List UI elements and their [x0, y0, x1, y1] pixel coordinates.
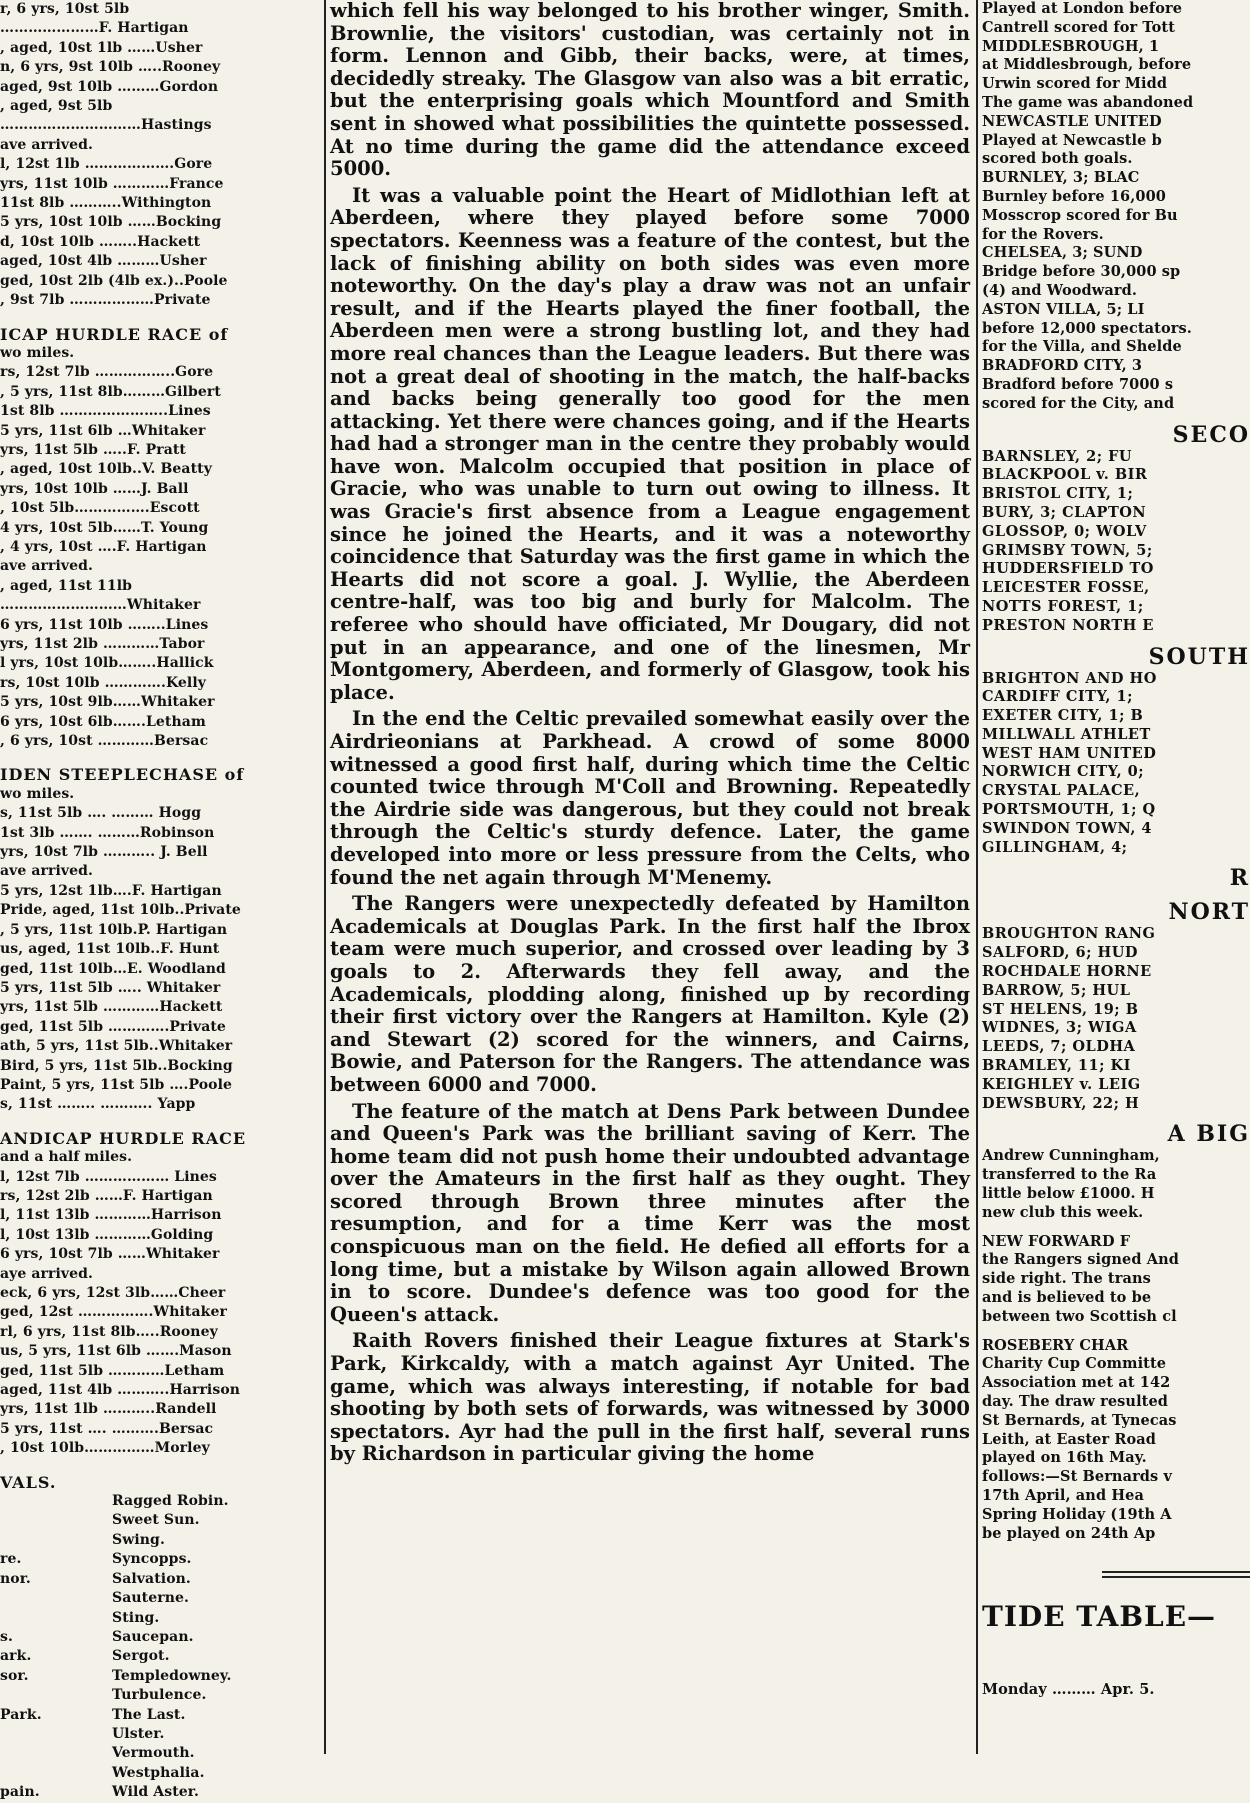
entry-line: , 5 yrs, 11st 8lb………Gilbert — [0, 383, 221, 400]
entry-line: aye arrived. — [0, 1265, 94, 1282]
entry-line: 5 yrs, 11st 5lb ….. Whitaker — [0, 979, 221, 996]
result-line: BARNSLEY, 2; FU — [982, 447, 1133, 465]
result-line: SWINDON TOWN, 4 — [982, 819, 1153, 837]
entry-line: 4 yrs, 10st 5lb……T. Young — [0, 519, 209, 536]
result-line: BARROW, 5; HUL — [982, 981, 1131, 999]
entry-line: 5 yrs, 11st 6lb …Whitaker — [0, 422, 206, 439]
race-heading: ANDICAP HURDLE RACE — [0, 1128, 247, 1148]
arrival-row — [0, 1667, 318, 1686]
result-line: Cantrell scored for Tott — [982, 18, 1176, 36]
arrival-left — [0, 1725, 112, 1744]
column-rule — [324, 0, 326, 1754]
arrival-left — [0, 1609, 112, 1628]
arrival-row — [0, 1511, 318, 1530]
entry-line: ged, 11st 5lb ………….Private — [0, 1018, 226, 1035]
result-line: EXETER CITY, 1; B — [982, 707, 1144, 725]
entry-line: Bird, 5 yrs, 11st 5lb..Bocking — [0, 1057, 233, 1074]
result-line: at Middlesbrough, before — [982, 56, 1192, 74]
news-line: the Rangers signed And — [982, 1251, 1179, 1269]
report-paragraph: The feature of the match at Dens Park between Dundee and Queen's Park was the brilliant saving of Kerr. The home team did not push home their undoubted advantage over the Amateurs in the first half as they ought. They scored through Brown three minutes after the resumption, and for a time Kerr was the most conspicuous man on the field. He defied all efforts for a long time, but a mistake by Wilson again allowed Brown in to score. Dundee's defence was too good for the Queen's attack. — [330, 1099, 970, 1326]
entry-line: rs, 10st 10lb ………….Kelly — [0, 674, 206, 691]
entry-line: n, 6 yrs, 9st 10lb …..Rooney — [0, 59, 221, 76]
news-line: be played on 24th Ap — [982, 1524, 1156, 1542]
arrival-row — [0, 1686, 318, 1705]
arrival-name: The Last. — [112, 1706, 186, 1723]
arrival-name: Templedowney. — [112, 1667, 232, 1684]
entry-line: , 4 yrs, 10st ….F. Hartigan — [0, 538, 207, 555]
result-line: CHELSEA, 3; SUND — [982, 244, 1143, 262]
news-line: played on 16th May. — [982, 1449, 1147, 1467]
entry-line: l, 12st 7lb ……………… Lines — [0, 1168, 217, 1185]
arrival-left — [0, 1744, 112, 1763]
entry-line: l, 12st 1lb ……………….Gore — [0, 156, 213, 173]
result-line: BLACKPOOL v. BIR — [982, 466, 1148, 484]
entry-line: rs, 12st 2lb ……F. Hartigan — [0, 1187, 213, 1204]
entry-line: Pride, aged, 11st 10lb..Private — [0, 902, 241, 919]
arrival-left: nor. — [0, 1570, 31, 1587]
entry-line: yrs, 11st 2lb …………Tabor — [0, 636, 205, 652]
result-line: KEIGHLEY v. LEIG — [982, 1075, 1141, 1093]
news-line: Spring Holiday (19th A — [982, 1505, 1172, 1523]
arrival-left: Park. — [0, 1706, 42, 1723]
arrival-row — [0, 1550, 318, 1569]
arrival-left — [0, 1531, 112, 1550]
result-line: GRIMSBY TOWN, 5; — [982, 541, 1153, 559]
arrivals-heading: VALS. — [0, 1472, 57, 1492]
division-heading: SECO — [1172, 421, 1250, 448]
entry-line: ………………………Whitaker — [0, 597, 201, 614]
column-rule — [976, 0, 978, 1754]
result-line: Urwin scored for Midd — [982, 75, 1168, 93]
entry-line: us, 5 yrs, 11st 6lb …….Mason — [0, 1343, 232, 1360]
entry-line: rl, 6 yrs, 11st 8lb…..Rooney — [0, 1323, 218, 1340]
entry-line: s, 11st …….. ……….. Yapp — [0, 1096, 196, 1113]
result-line: Mosscrop scored for Bu — [982, 206, 1178, 224]
result-line: ROCHDALE HORNE — [982, 963, 1152, 981]
entry-line: , aged, 10st 10lb..V. Beatty — [0, 461, 212, 478]
result-line: GLOSSOP, 0; WOLV — [982, 522, 1147, 540]
double-rule — [1102, 1571, 1250, 1578]
result-line: Played at Newcastle b — [982, 131, 1162, 149]
entry-line: , aged, 10st 1lb ……Usher — [0, 39, 203, 56]
football-report-column — [330, 0, 970, 1754]
result-line: scored for the City, and — [982, 394, 1175, 412]
news-line: Andrew Cunningham, — [982, 1147, 1160, 1165]
news-heading: A BIG — [1167, 1121, 1250, 1148]
entry-line: 1st 8lb …………………..Lines — [0, 403, 211, 420]
arrival-row — [0, 1609, 318, 1628]
news-line: day. The draw resulted — [982, 1393, 1169, 1410]
race-heading: ICAP HURDLE RACE of — [0, 324, 229, 344]
entry-line: ged, 11st 10lb…E. Woodland — [0, 960, 226, 977]
result-line: PRESTON NORTH E — [982, 616, 1154, 634]
section-heading: R — [1229, 865, 1250, 892]
news-line: little below £1000. H — [982, 1185, 1155, 1203]
news-line: ROSEBERY CHAR — [982, 1336, 1129, 1354]
arrival-left — [0, 1589, 112, 1608]
entry-line: yrs, 11st 5lb …………Hackett — [0, 999, 223, 1016]
arrival-name: Sergot. — [112, 1648, 170, 1665]
entry-line: ged, 11st 5lb …………Letham — [0, 1362, 225, 1379]
entry-line: aged, 10st 4lb ………Usher — [0, 253, 207, 270]
report-paragraph: which fell his way belonged to his brother winger, Smith. Brownlie, the visitors' custodian, was certainly not in form. Lennon and Gibb, their backs, were, at times, decidedly streaky. The Glasgow van also was a bit erratic, but the enterprising goals which Mountford and Smith sent in showed what possibilities the quintette possessed. At no time during the game did the attendance exceed 5000. — [330, 0, 970, 181]
arrival-left — [0, 1511, 112, 1530]
spacer — [0, 311, 318, 319]
arrival-name: Wild Aster. — [112, 1784, 199, 1801]
result-line: LEICESTER FOSSE, — [982, 579, 1150, 597]
result-line: ASTON VILLA, 5; LI — [982, 300, 1145, 318]
entry-line: aged, 11st 4lb ………..Harrison — [0, 1382, 241, 1399]
result-line: BRIGHTON AND HO — [982, 669, 1157, 687]
entry-line: …………………F. Hartigan — [0, 20, 189, 37]
arrival-left: pain. — [0, 1784, 40, 1801]
entry-line: aged, 9st 10lb ………Gordon — [0, 78, 219, 95]
news-line: Charity Cup Committe — [982, 1355, 1167, 1373]
entry-line: r, 6 yrs, 10st 5lb — [0, 1, 130, 17]
entry-line: Paint, 5 yrs, 11st 5lb ….Poole — [0, 1076, 233, 1093]
result-line: (4) and Woodward. — [982, 281, 1137, 299]
result-line: WIDNES, 3; WIGA — [982, 1019, 1137, 1037]
entry-line: yrs, 11st 1lb ………..Randell — [0, 1401, 217, 1418]
entry-line: …………………………Hastings — [0, 117, 212, 134]
entry-line: 5 yrs, 10st 10lb ……Bocking — [0, 214, 222, 231]
race-distance: wo miles. — [0, 785, 75, 802]
result-line: Burnley before 16,000 — [982, 187, 1166, 205]
result-line: before 12,000 spectators. — [982, 319, 1192, 337]
result-line: HUDDERSFIELD TO — [982, 560, 1154, 578]
result-line: PORTSMOUTH, 1; Q — [982, 801, 1156, 819]
result-line: for the Rovers. — [982, 225, 1104, 243]
spacer — [0, 751, 318, 759]
result-line: NEWCASTLE UNITED — [982, 112, 1162, 130]
arrival-row — [0, 1647, 318, 1666]
arrival-name: Ulster. — [112, 1725, 165, 1742]
arrival-name: Sauterne. — [112, 1590, 189, 1607]
result-line: GILLINGHAM, 4; — [982, 838, 1128, 856]
result-line: CARDIFF CITY, 1; — [982, 688, 1133, 706]
arrival-left — [0, 1764, 112, 1783]
result-line: BURNLEY, 3; BLAC — [982, 169, 1140, 187]
arrival-name: Turbulence. — [112, 1687, 207, 1704]
arrival-name: Vermouth. — [112, 1745, 195, 1762]
result-line: NOTTS FOREST, 1; — [982, 597, 1144, 615]
entry-line: eck, 6 yrs, 12st 3lb……Cheer — [0, 1285, 226, 1301]
result-line: BROUGHTON RANG — [982, 925, 1156, 943]
result-line: BRADFORD CITY, 3 — [982, 357, 1143, 375]
arrival-row — [0, 1531, 318, 1550]
entry-line: yrs, 10st 10lb ……J. Ball — [0, 480, 189, 497]
entry-line: ave arrived. — [0, 136, 94, 153]
racing-entries-column — [0, 0, 318, 1801]
arrival-name: Swing. — [112, 1531, 165, 1548]
arrival-row — [0, 1744, 318, 1763]
result-line: ST HELENS, 19; B — [982, 1000, 1139, 1018]
spacer — [0, 1459, 318, 1467]
arrival-row — [0, 1725, 318, 1744]
result-line: MILLWALL ATHLET — [982, 725, 1151, 743]
news-line: Leith, at Easter Road — [982, 1430, 1156, 1448]
arrival-row — [0, 1783, 318, 1802]
spacer — [982, 1327, 1250, 1337]
entry-line: s, 11st 5lb …. ……… Hogg — [0, 805, 202, 822]
arrival-row — [0, 1492, 318, 1511]
entry-line: 5 yrs, 11st …. ……….Bersac — [0, 1420, 214, 1437]
entry-line: , aged, 9st 5lb — [0, 98, 113, 115]
report-paragraph: Raith Rovers finished their League fixtures at Stark's Park, Kirkcaldy, with a match against Ayr United. The game, which was always interesting, if notable for bad shooting by both sets of forwards, was witnessed by 3000 spectators. Ayr had the pull in the first half, several runs by Richardson in particular giving the home — [330, 1329, 970, 1466]
news-line: follows:—St Bernards v — [982, 1468, 1172, 1486]
arrival-left: sor. — [0, 1667, 29, 1684]
arrival-name: Sweet Sun. — [112, 1512, 200, 1529]
result-line: The game was abandoned — [982, 93, 1194, 111]
spacer — [982, 1223, 1250, 1233]
entry-line: l yrs, 10st 10lb……..Hallick — [0, 655, 214, 672]
arrival-name: Sting. — [112, 1609, 160, 1626]
tide-table-heading: TIDE TABLE— — [982, 1600, 1217, 1634]
entry-line: ged, 10st 2lb (4lb ex.)..Poole — [0, 272, 228, 289]
entry-line: ath, 5 yrs, 11st 5lb..Whitaker — [0, 1038, 233, 1055]
entry-line: rs, 12st 7lb ……………..Gore — [0, 364, 214, 381]
report-paragraph: The Rangers were unexpectedly defeated by Hamilton Academicals at Douglas Park. In the first half the Ibrox team were much superior, and crossed over leading by 3 goals to 2. Afterwards they fell away, and the Academicals, plodding along, finished up by recording their first victory over the Rangers at Hamilton. Kyle (2) and Stewart (2) scored for the winners, and Cairns, Bowie, and Paterson for the Rangers. The attendance was between 6000 and 7000. — [330, 892, 970, 1096]
arrival-left — [0, 1492, 112, 1511]
entry-line: yrs, 11st 5lb …..F. Pratt — [0, 441, 187, 458]
entry-line: 6 yrs, 11st 10lb ……..Lines — [0, 616, 209, 633]
arrival-row — [0, 1706, 318, 1725]
division-heading: NORT — [1168, 899, 1250, 926]
news-line: and is believed to be — [982, 1289, 1152, 1307]
entry-line: , 10st 5lb…………….Escott — [0, 500, 200, 517]
result-line: WEST HAM UNITED — [982, 744, 1157, 762]
results-column — [982, 0, 1250, 1754]
arrival-name: Ragged Robin. — [112, 1493, 229, 1510]
entry-line: ave arrived. — [0, 863, 94, 880]
entry-line: yrs, 10st 7lb ……….. J. Bell — [0, 844, 208, 861]
tide-row: Monday ……… Apr. 5. — [982, 1681, 1155, 1699]
news-line: transferred to the Ra — [982, 1166, 1157, 1184]
race-distance: wo miles. — [0, 344, 75, 361]
news-line: St Bernards, at Tynecas — [982, 1411, 1177, 1429]
entry-line: 5 yrs, 10st 9lb……Whitaker — [0, 694, 215, 711]
entry-line: yrs, 11st 10lb …………France — [0, 175, 224, 192]
arrival-name: Saucepan. — [112, 1628, 194, 1645]
report-paragraph: In the end the Celtic prevailed somewhat easily over the Airdrieonians at Parkhead. A crowd of some 8000 witnessed a good first half, during which time the Celtic counted twice through M'Coll and Browning. Repeatedly the Airdrie side was dangerous, but they could not break through the Celtic's sturdy defence. Later, the game developed into more or less pressure from the Celts, who found the net again through M'Menemy. — [330, 707, 970, 889]
entry-line: l, 11st 13lb …………Harrison — [0, 1207, 222, 1224]
entry-line: , 6 yrs, 10st …………Bersac — [0, 733, 209, 750]
arrival-row — [0, 1764, 318, 1783]
entry-line: d, 10st 10lb ……..Hackett — [0, 233, 201, 250]
entry-line: , aged, 11st 11lb — [0, 577, 133, 594]
entry-line: 1st 3lb ……. ………Robinson — [0, 824, 215, 841]
result-line: DEWSBURY, 22; H — [982, 1094, 1140, 1112]
arrival-name: Salvation. — [112, 1570, 191, 1587]
result-line: for the Villa, and Shelde — [982, 338, 1182, 356]
news-line: 17th April, and Hea — [982, 1486, 1144, 1504]
division-heading: SOUTH — [1148, 643, 1250, 670]
news-line: between two Scottish cl — [982, 1307, 1177, 1325]
entry-line: , 10st 10lb……………Morley — [0, 1440, 210, 1457]
arrival-left: ark. — [0, 1648, 32, 1665]
news-line: side right. The trans — [982, 1270, 1151, 1288]
entry-line: 6 yrs, 10st 6lb…….Letham — [0, 713, 206, 730]
result-line: Bradford before 7000 s — [982, 375, 1174, 393]
race-distance: and a half miles. — [0, 1149, 133, 1166]
spacer — [0, 1115, 318, 1123]
arrival-left: re. — [0, 1551, 22, 1568]
result-line: LEEDS, 7; OLDHA — [982, 1038, 1136, 1056]
entry-line: , 5 yrs, 11st 10lb.P. Hartigan — [0, 921, 228, 938]
arrival-row — [0, 1570, 318, 1589]
arrival-row — [0, 1589, 318, 1608]
result-line: NORWICH CITY, 0; — [982, 763, 1145, 781]
arrival-name: Westphalia. — [112, 1764, 205, 1781]
result-line: Bridge before 30,000 sp — [982, 263, 1181, 281]
entry-line: us, aged, 11st 10lb..F. Hunt — [0, 941, 220, 958]
entry-line: , 9st 7lb ………………Private — [0, 292, 211, 309]
entry-line: ged, 12st …………….Whitaker — [0, 1304, 227, 1321]
result-line: scored both goals. — [982, 150, 1133, 168]
arrival-left: s. — [0, 1628, 13, 1645]
result-line: BRAMLEY, 11; KI — [982, 1057, 1131, 1075]
arrival-row — [0, 1628, 318, 1647]
result-line: BURY, 3; CLAPTON — [982, 503, 1147, 521]
race-heading: IDEN STEEPLECHASE of — [0, 765, 245, 785]
news-line: NEW FORWARD F — [982, 1232, 1131, 1250]
entry-line: l, 10st 13lb …………Golding — [0, 1226, 214, 1243]
result-line: CRYSTAL PALACE, — [982, 782, 1141, 800]
result-line: SALFORD, 6; HUD — [982, 944, 1138, 962]
report-paragraph: It was a valuable point the Heart of Midlothian left at Aberdeen, where they played before some 7000 spectators. Keenness was a feature of the contest, but the lack of finishing ability on both sides was even more noteworthy. On the day's play a draw was not an unfair result, and if the Hearts played the finer football, the Aberdeen men were a strong bustling lot, and they had more real chances than the League leaders. But there was not a great deal of shooting in the match, the half-backs and backs being generally too good for the men attacking. Yet there were chances going, and if the Hearts had had a stronger man in the centre they probably would have won. Malcolm occupied that position in place of Gracie, who was unable to turn out owing to illness. It was Gracie's first absence from a League engagement since he joined the Hearts, and it was a noteworthy coincidence that Saturday was the first game in which the Hearts did not score a goal. J. Wyllie, the Aberdeen centre-half, was too big and burly for Malcolm. The referee who should have officiated, Mr Dougary, did not put in an appearance, and one of the linesmen, Mr Montgomery, Aberdeen, and formerly of Glasgow, took his place. — [330, 183, 970, 704]
result-line: BRISTOL CITY, 1; — [982, 485, 1134, 503]
result-line: MIDDLESBROUGH, 1 — [982, 37, 1160, 55]
arrival-name: Syncopps. — [112, 1551, 192, 1568]
entry-line: 11st 8lb ………..Withington — [0, 195, 212, 212]
entry-line: ave arrived. — [0, 558, 94, 575]
entry-line: 5 yrs, 12st 1lb….F. Hartigan — [0, 882, 222, 899]
news-line: Association met at 142 — [982, 1374, 1171, 1392]
entry-line: 6 yrs, 10st 7lb ……Whitaker — [0, 1246, 220, 1263]
news-line: new club this week. — [982, 1203, 1144, 1221]
result-line: Played at London before — [982, 0, 1183, 17]
arrival-left — [0, 1686, 112, 1705]
